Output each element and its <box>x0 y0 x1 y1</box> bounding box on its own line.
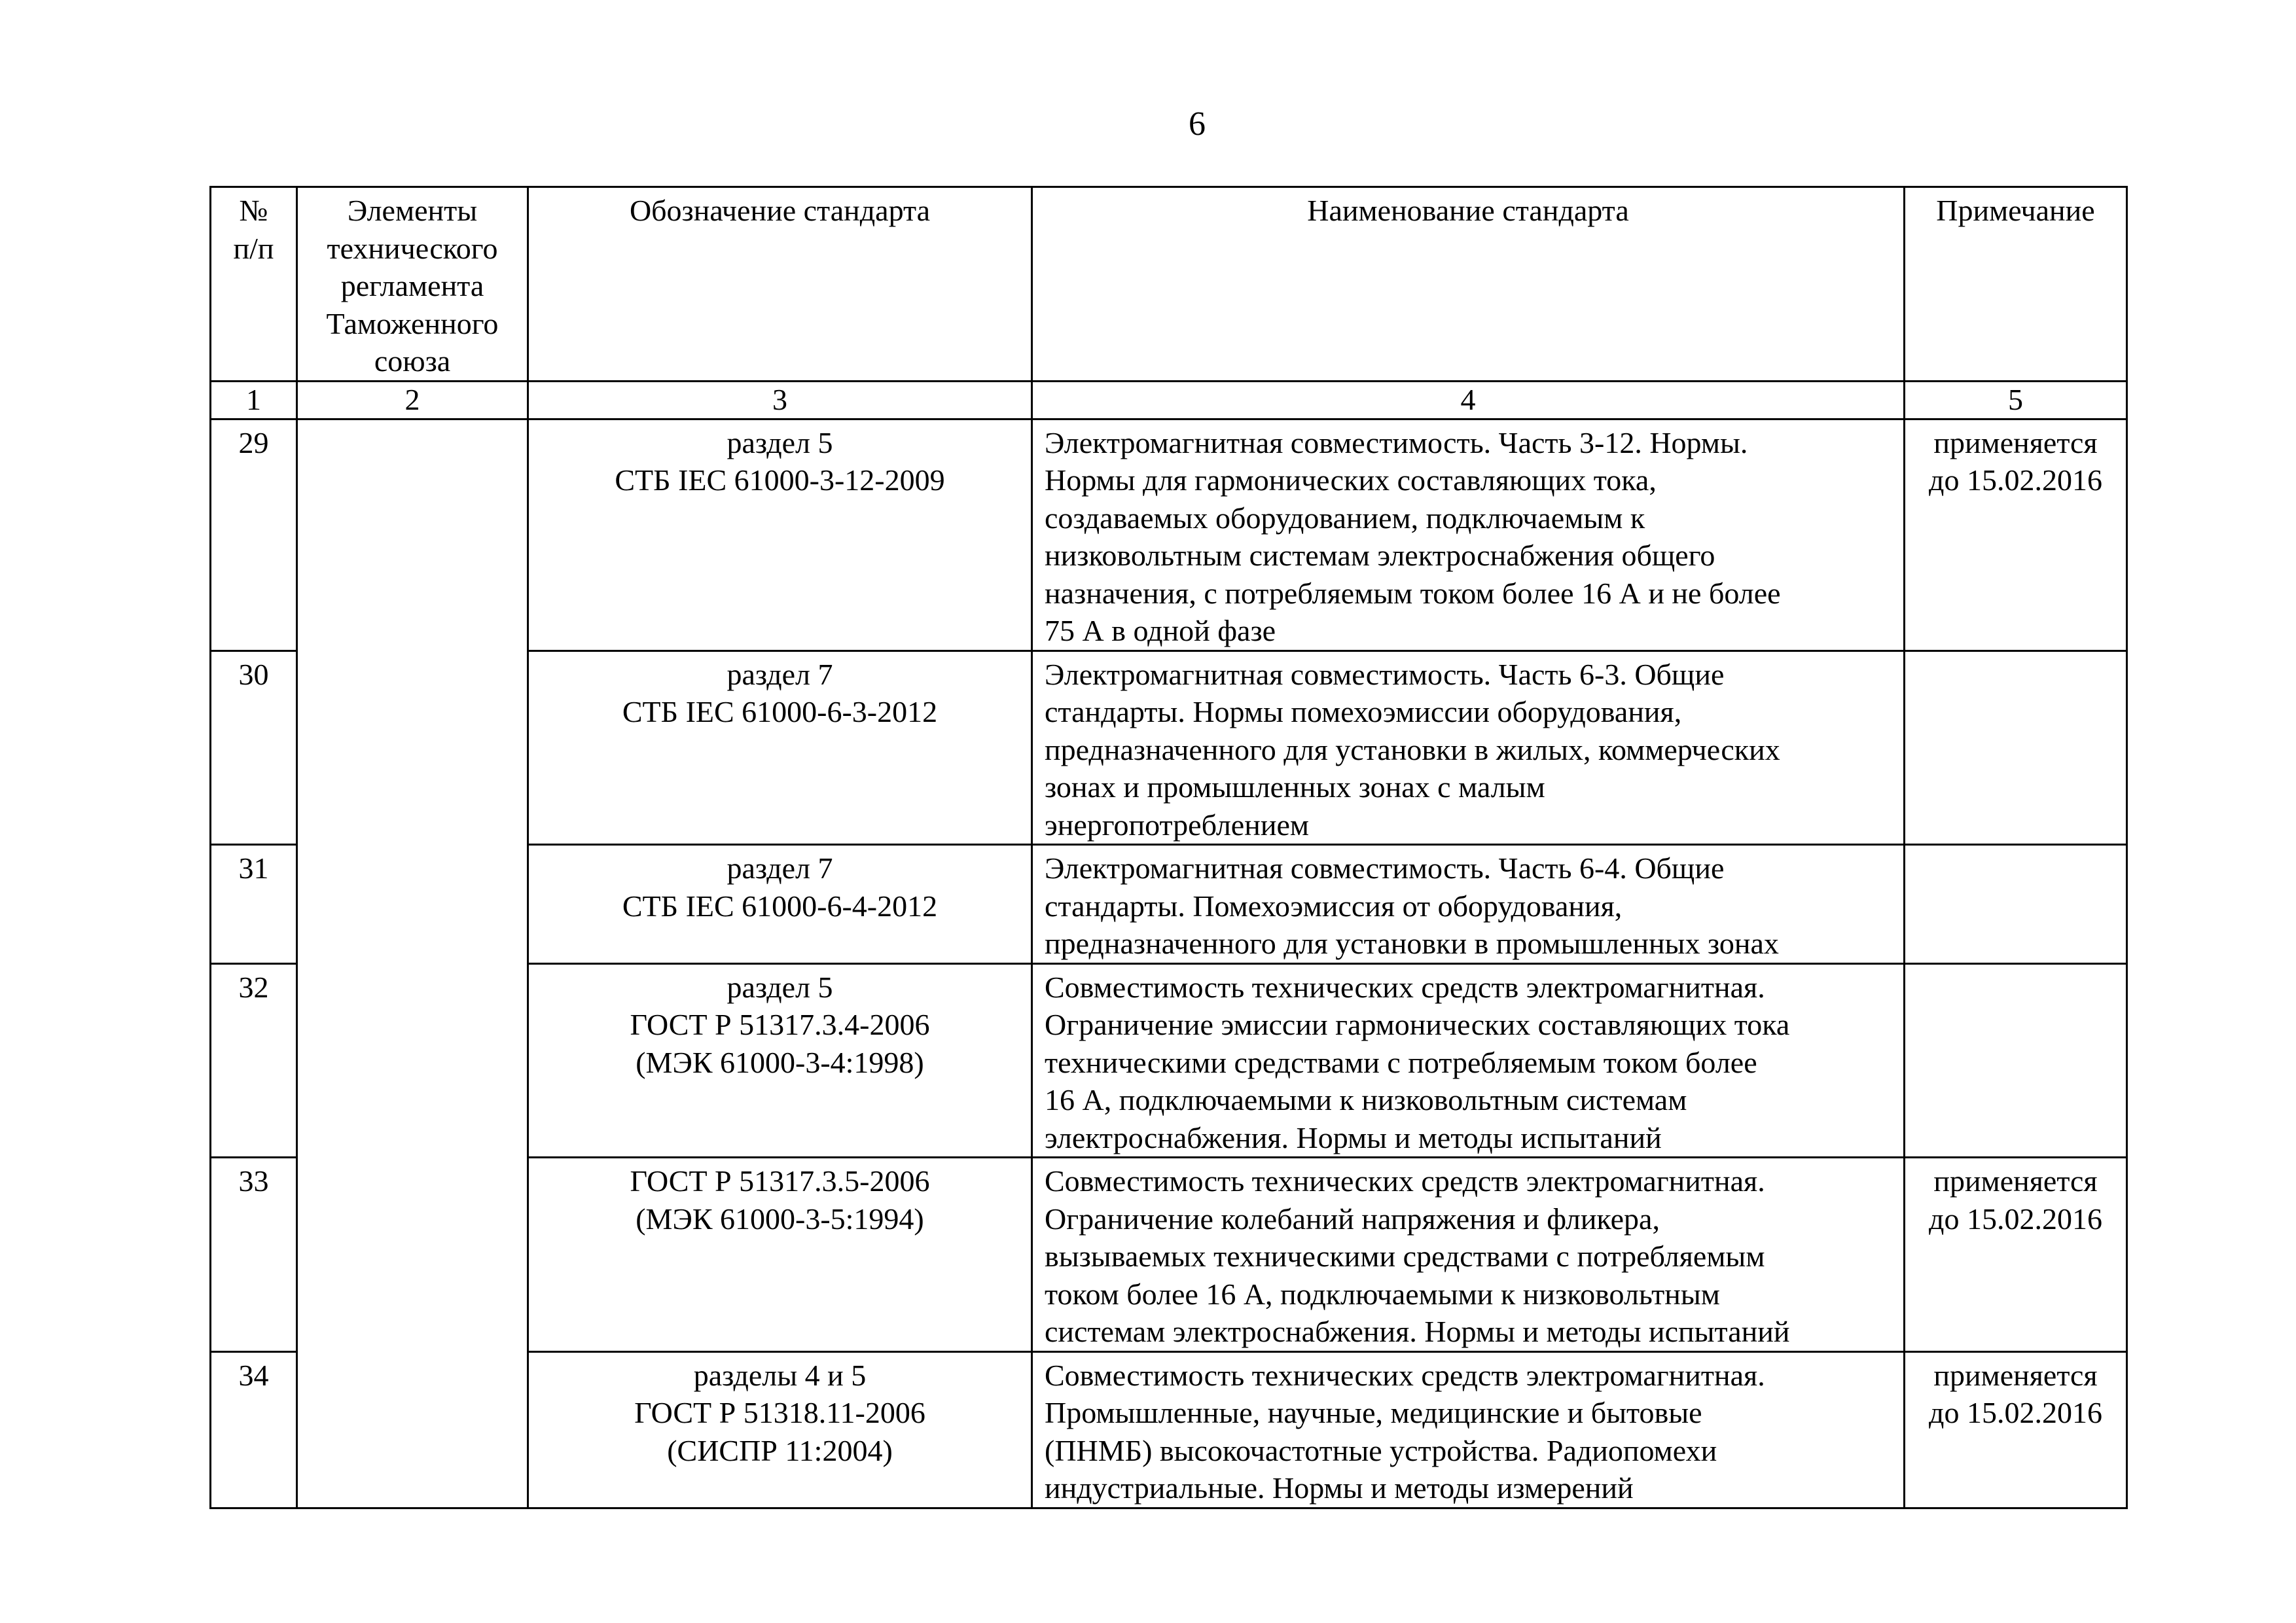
row-number: 31 <box>211 845 297 964</box>
header-designation: Обозначение стандарта <box>528 187 1032 382</box>
standard-note: применяется до 15.02.2016 <box>1905 1351 2127 1508</box>
standard-note <box>1905 845 2127 964</box>
standard-designation: раздел 5 СТБ IEC 61000-3-12-2009 <box>528 419 1032 651</box>
standard-name: Совместимость технических средств электромагнитная. Ограничение эмиссии гармонических составляющих тока техническими средствами с потребляемым током более 16 А, подключаемыми к низковольтным системам электроснабжения. Нормы и методы испытаний <box>1032 963 1905 1158</box>
row-number: 29 <box>211 419 297 651</box>
header-name: Наименование стандарта <box>1032 187 1905 382</box>
standard-name: Электромагнитная совместимость. Часть 6-4. Общие стандарты. Помехоэмиссия от оборудования, предназначенного для установки в промышленных зонах <box>1032 845 1905 964</box>
header-number: № п/п <box>211 187 297 382</box>
header-row <box>211 187 2127 382</box>
standard-note <box>1905 963 2127 1158</box>
page-number: 6 <box>1189 105 1206 143</box>
standard-designation: раздел 5 ГОСТ Р 51317.3.4-2006 (МЭК 61000-3-4:1998) <box>528 963 1032 1158</box>
row-number: 34 <box>211 1351 297 1508</box>
header-note: Примечание <box>1905 187 2127 382</box>
row-number: 32 <box>211 963 297 1158</box>
standard-designation: ГОСТ Р 51317.3.5-2006 (МЭК 61000-3-5:1994) <box>528 1158 1032 1352</box>
column-number: 2 <box>297 381 528 419</box>
column-number: 4 <box>1032 381 1905 419</box>
column-number: 3 <box>528 381 1032 419</box>
column-number-row <box>211 381 2127 419</box>
standards-table <box>209 186 2128 1509</box>
standard-name: Электромагнитная совместимость. Часть 3-12. Нормы. Нормы для гармонических составляющих тока, создаваемых оборудованием, подключаемым к низковольтным системам электроснабжения общего назначения, с потребляемым током более 16 А и не более 75 А в одной фазе <box>1032 419 1905 651</box>
column-number: 5 <box>1905 381 2127 419</box>
standard-name: Совместимость технических средств электромагнитная. Промышленные, научные, медицинские и бытовые (ПНМБ) высокочастотные устройства. Радиопомехи индустриальные. Нормы и методы измерений <box>1032 1351 1905 1508</box>
row-number: 33 <box>211 1158 297 1352</box>
standard-designation: раздел 7 СТБ IEC 61000-6-3-2012 <box>528 651 1032 845</box>
column-number: 1 <box>211 381 297 419</box>
standard-note <box>1905 651 2127 845</box>
standard-note: применяется до 15.02.2016 <box>1905 1158 2127 1352</box>
standard-designation: раздел 7 СТБ IEC 61000-6-4-2012 <box>528 845 1032 964</box>
table-row <box>211 419 2127 651</box>
standard-note: применяется до 15.02.2016 <box>1905 419 2127 651</box>
standard-name: Совместимость технических средств электромагнитная. Ограничение колебаний напряжения и фликера, вызываемых техническими средствами с потребляемым током более 16 А, подключаемыми к низковольтным системам электроснабжения. Нормы и методы испытаний <box>1032 1158 1905 1352</box>
header-regulation-elements: Элементы технического регламента Таможенного союза <box>297 187 528 382</box>
row-number: 30 <box>211 651 297 845</box>
standard-designation: разделы 4 и 5 ГОСТ Р 51318.11-2006 (СИСПР 11:2004) <box>528 1351 1032 1508</box>
regulation-elements-cell <box>297 419 528 1508</box>
standard-name: Электромагнитная совместимость. Часть 6-3. Общие стандарты. Нормы помехоэмиссии оборудования, предназначенного для установки в жилых, коммерческих зонах и промышленных зонах с малым энергопотреблением <box>1032 651 1905 845</box>
